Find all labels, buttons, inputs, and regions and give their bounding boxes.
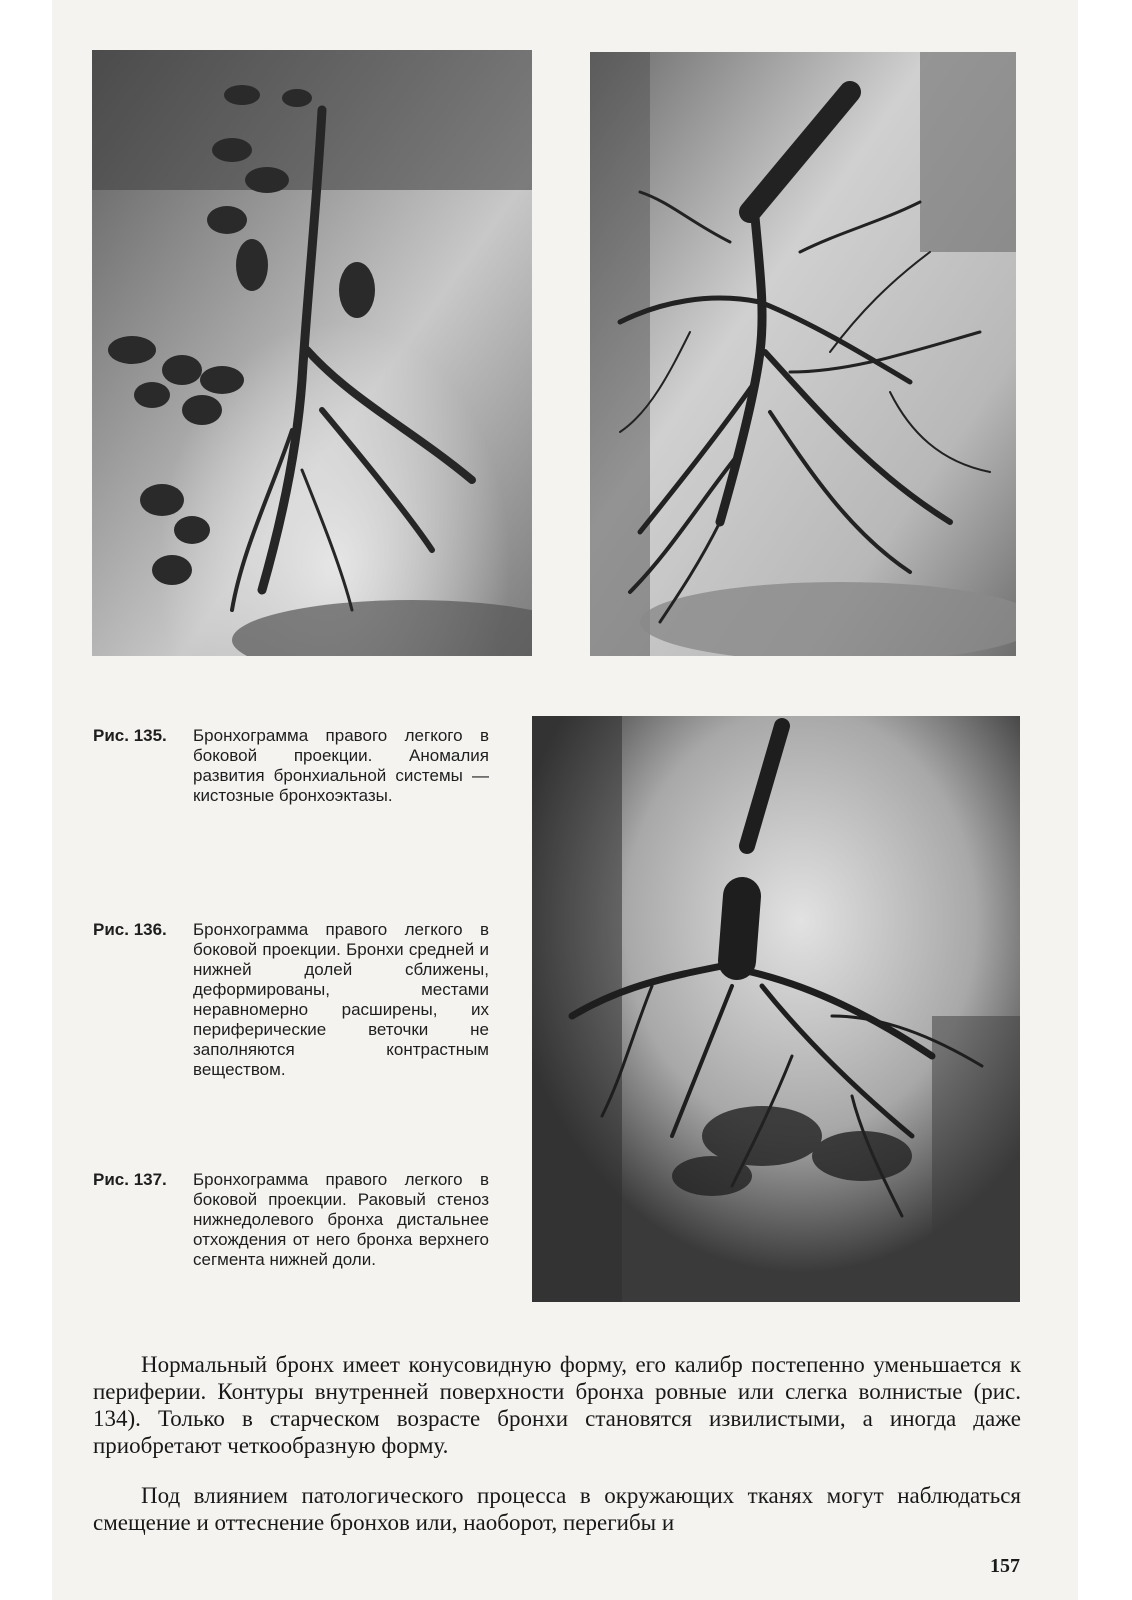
body-paragraph-1: Нормальный бронх имеет конусовидную форму, его калибр постепенно уменьшается к периферии. Контуры внутренней поверхности бронха ровные или слегка волнистые (рис. 134). Только в старческом возрасте бронхи становятся извилистыми, а иногда даже приобретают четкообразную форму. <box>93 1352 1021 1458</box>
figure-136-bronchogram <box>590 52 1016 656</box>
figure-label: Рис. 137. <box>93 1170 167 1189</box>
body-paragraph-2: Под влиянием патологического процесса в окружающих тканях могут наблюдаться смещение и оттеснение бронхов или, наоборот, перегибы и <box>93 1483 1021 1535</box>
figure-137-bronchogram <box>532 716 1020 1302</box>
caption-figure-135 <box>93 726 489 806</box>
figure-135-bronchogram <box>92 50 532 656</box>
figure-label: Рис. 135. <box>93 726 167 745</box>
figure-caption-text: Бронхограмма правого легкого в боковой проекции. Аномалия развития бронхиальной системы — кистозные бронхоэктазы. <box>193 726 489 805</box>
caption-figure-137 <box>93 1170 489 1270</box>
page-number: 157 <box>990 1555 1020 1577</box>
figure-caption-text: Бронхограмма правого легкого в боковой проекции. Раковый стеноз нижнедолевого бронха дистальнее отхождения от него бронха верхнего сегмента нижней доли. <box>193 1170 489 1269</box>
figure-caption-text: Бронхограмма правого легкого в боковой проекции. Бронхи средней и нижней долей сближены, деформированы, местами неравномерно расширены, их периферические веточки не заполняются контрастным веществом. <box>193 920 489 1079</box>
caption-figure-136 <box>93 920 489 1080</box>
figure-label: Рис. 136. <box>93 920 167 939</box>
